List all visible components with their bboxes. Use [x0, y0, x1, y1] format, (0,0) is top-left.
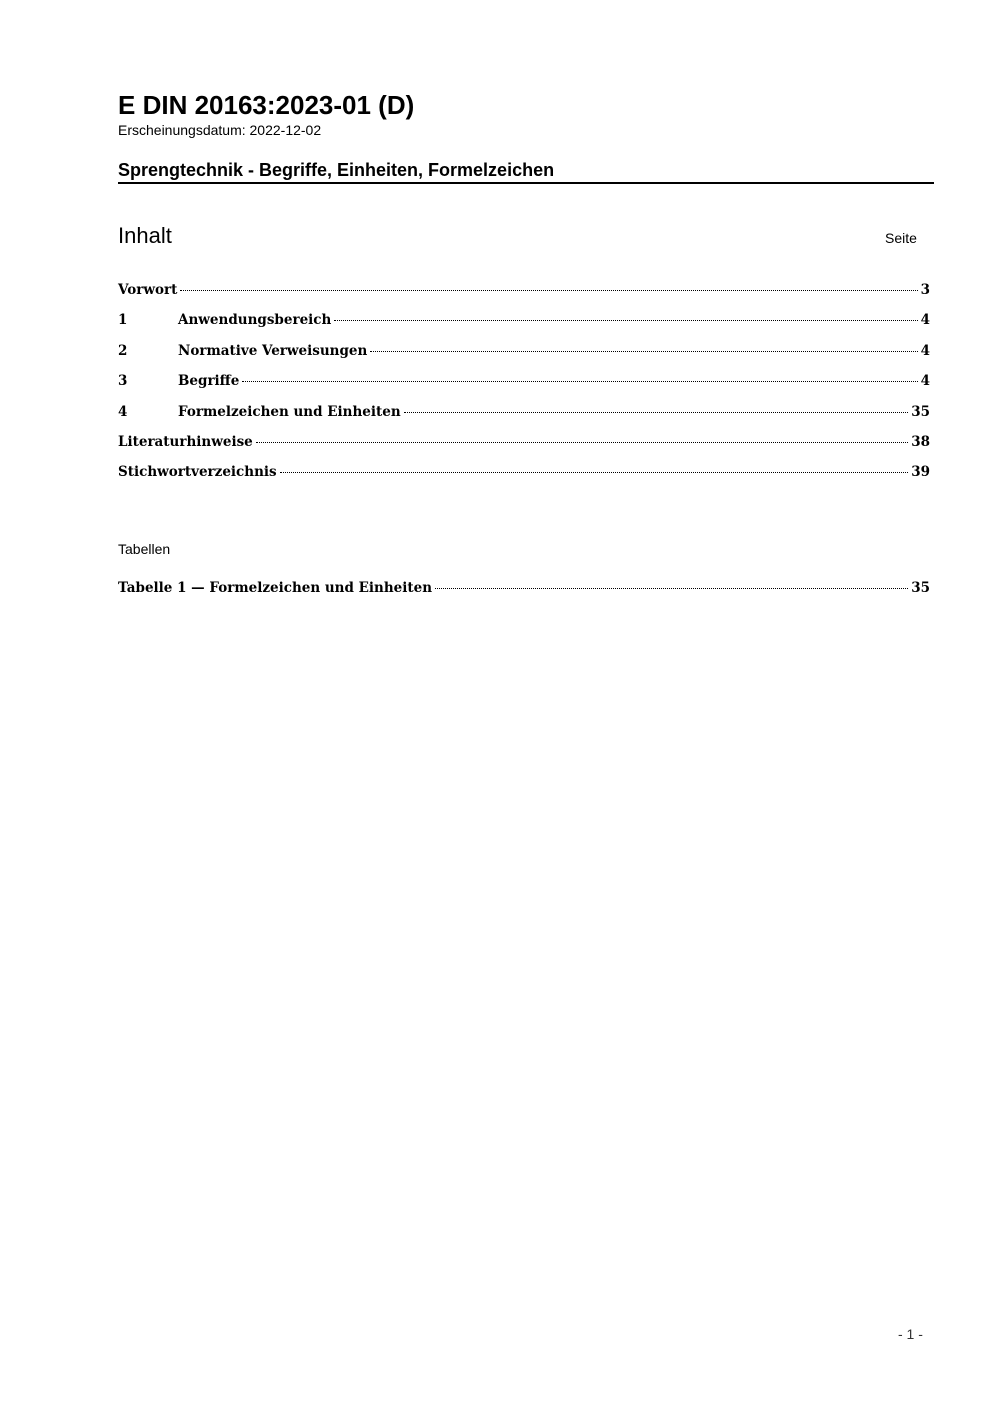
toc-entry-normative-verweisungen[interactable] [118, 340, 930, 370]
toc-list [118, 279, 930, 492]
title-underline [118, 182, 934, 184]
toc-entry-label: Begriffe [178, 373, 240, 390]
toc-entry-label: Literaturhinweise [118, 433, 253, 450]
toc-entry-page: 4 [920, 312, 930, 329]
toc-entry-formelzeichen[interactable] [118, 401, 930, 431]
toc-entry-number: 3 [118, 373, 128, 390]
toc-entry-label: Normative Verweisungen [178, 342, 368, 359]
toc-dot-leader [242, 381, 917, 382]
toc-dot-leader [404, 412, 909, 413]
tables-heading: Tabellen [118, 541, 171, 557]
toc-entry-page: 3 [920, 282, 930, 298]
toc-entry-page: 38 [911, 433, 930, 450]
document-title: Sprengtechnik - Begriffe, Einheiten, Formelzeichen [118, 160, 555, 180]
toc-entry-anwendungsbereich[interactable] [118, 309, 930, 339]
toc-entry-label: Formelzeichen und Einheiten [178, 403, 401, 420]
toc-entry-page: 39 [911, 464, 930, 481]
toc-entry-label: Anwendungsbereich [178, 312, 332, 329]
toc-entry-stichwortverzeichnis[interactable] [118, 461, 930, 491]
toc-entry-label: Stichwortverzeichnis [118, 464, 277, 481]
publication-date: Erscheinungsdatum: 2022-12-02 [118, 122, 322, 138]
toc-entry-label: Vorwort [118, 282, 178, 298]
toc-entry-number: 4 [118, 403, 128, 420]
toc-dot-leader [180, 290, 917, 291]
toc-entry-literaturhinweise[interactable] [118, 431, 930, 461]
toc-entry-page: 4 [920, 373, 930, 390]
page-number: - 1 - [898, 1326, 923, 1342]
toc-entry-page: 4 [920, 342, 930, 359]
table-entry-label: Tabelle 1 — Formelzeichen und Einheiten [118, 580, 433, 596]
toc-dot-leader [370, 351, 917, 352]
table-entry-tabelle-1[interactable] [118, 577, 930, 607]
toc-entry-page: 35 [911, 403, 930, 420]
toc-entry-number: 1 [118, 312, 128, 329]
tables-list [118, 577, 930, 607]
document-code: E DIN 20163:2023-01 (D) [118, 90, 415, 120]
table-entry-page: 35 [911, 580, 930, 596]
toc-entry-begriffe[interactable] [118, 370, 930, 400]
toc-heading: Inhalt [118, 223, 172, 248]
toc-dot-leader [334, 320, 917, 321]
toc-entry-vorwort[interactable] [118, 279, 930, 309]
toc-dot-leader [256, 442, 908, 443]
toc-entry-number: 2 [118, 342, 128, 359]
toc-dot-leader [280, 472, 909, 473]
page-column-label: Seite [885, 230, 917, 246]
toc-dot-leader [435, 588, 908, 589]
